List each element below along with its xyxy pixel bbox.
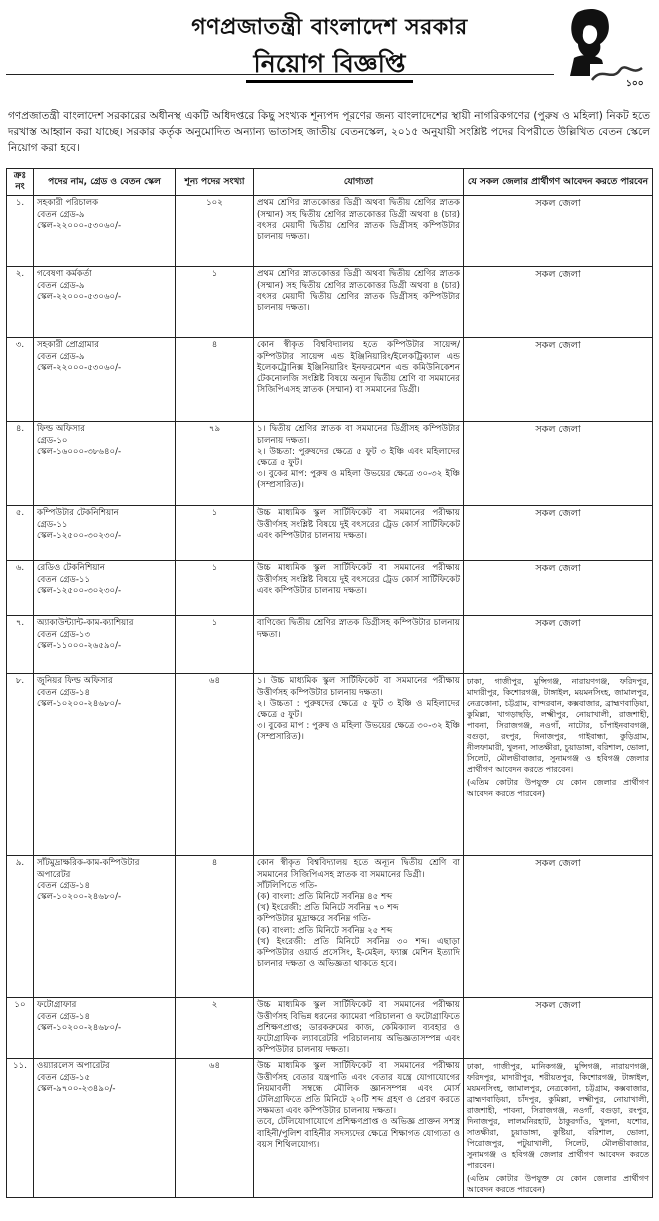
post-line: সহকারী পরিচালক [37, 198, 99, 209]
row-qualification [254, 196, 464, 267]
qualification-line: (খ) ইংরেজী: প্রতি মিনিটে সর্বনিম্ন ৭০ শব্দ [257, 903, 399, 914]
row-vacancy-count: ৬৪ [176, 1059, 254, 1198]
qualification-line: উচ্চ মাধ্যমিক স্কুল সার্টিফিকেট বা সমমানের পরীক্ষায় উত্তীর্ণসহ সংশ্লিষ্ট বিষয়ে দুই বৎসরের ট্রেড কোর্স সার্টিফিকেট এবং কম্পিউটার চালনায় দক্ষতা। [257, 563, 460, 596]
row-serial: ১. [7, 196, 34, 267]
districts-text: সকল জেলা [535, 269, 581, 281]
qualification-line: ৩। বুকের মাপ : পুরুষ ও মহিলা উভয়ের ক্ষেত্রে ৩০-৩২ ইঞ্চি (সম্প্রসারিত)। [257, 721, 460, 743]
post-line: স্কেল-১০২০০-২৪৬৮০/- [37, 892, 122, 903]
post-line: স্কেল-১২৫০০-৩০২৩০/- [37, 585, 122, 596]
table-row [7, 506, 653, 561]
post-line: বেতন গ্রেড-৯ [37, 209, 85, 220]
row-post [34, 616, 176, 674]
row-serial: ১০ [7, 998, 34, 1059]
post-line: অ্যাকাউন্ট্যান্ট-কাম-ক্যাশিয়ার [37, 618, 134, 629]
title-divider [6, 74, 554, 75]
post-line: বেতন গ্রেড-১৪ [37, 687, 91, 698]
row-vacancy-count: ১ [176, 616, 254, 674]
row-vacancy-count: ১ [176, 267, 254, 338]
post-line: সহকারী প্রোগ্রামার [37, 340, 99, 351]
row-post [34, 1059, 176, 1198]
qualification-line: ১। দ্বিতীয় শ্রেণির স্নাতক বা সমমানের ডিগ্রীসহ কম্পিউটার চালনায় দক্ষতা। [257, 424, 460, 446]
row-serial: ৬. [7, 561, 34, 616]
row-qualification [254, 422, 464, 506]
row-vacancy-count: ৭৯ [176, 422, 254, 506]
districts-text: ঢাকা, গাজীপুর, মানিকগঞ্জ, মুন্সিগঞ্জ, নারায়ণগঞ্জ, ফরিদপুর, মাদারীপুর, শরীয়তপুর, কিশোরগঞ্জ, টাঙ্গাইল, ময়মনসিংহ, জামালপুর, নেত্রকোনা, চট্টগ্রাম, কক্সবাজার, ব্রাহ্মণবাড়িয়া, চাঁদপুর, কুমিল্লা, লক্ষ্মীপুর, নোয়াখালী, রাজশাহী, পাবনা, সিরাজগঞ্জ, নওগাঁ, বগুড়া, রংপুর, দিনাজপুর, লালমনিরহাট, ঠাকুরগাঁও, খুলনা, যশোর, সাতক্ষীরা, চুয়াডাঙ্গা, কুষ্টিয়া, বরিশাল, ভোলা, পিরোজপুর, পটুয়াখালী, সিলেট, মৌলভীবাজার, সুনামগঞ্জ ও হবিগঞ্জ জেলার প্রার্থীগণ আবেদন করতে পারবেন। [467, 1062, 649, 1171]
table-row [7, 616, 653, 674]
header-vacancy: শূন্য পদের সংখ্যা [176, 169, 254, 196]
row-vacancy-count: ১ [176, 561, 254, 616]
row-serial: ২. [7, 267, 34, 338]
post-line: বেতন গ্রেড-১৩ [37, 629, 91, 640]
post-line: স্কেল-১০২০০-২৪৬৮০/- [37, 1022, 122, 1033]
row-post [34, 267, 176, 338]
row-vacancy-count: ১ [176, 506, 254, 561]
post-line: স্কেল-১৬০০০-৩৮৬৪০/- [37, 446, 122, 457]
row-post [34, 196, 176, 267]
districts-text: সকল জেলা [535, 1000, 581, 1012]
row-post [34, 561, 176, 616]
row-post [34, 674, 176, 856]
districts-note: (এতিম কোটার উপযুক্ত যে কোন জেলার প্রার্থীগণ আবেদন করতে পারবেন) [467, 778, 649, 799]
qualification-line: (ক) বাংলা: প্রতি মিনিটে সর্বনিম্ন ৪৫ শব্দ [257, 892, 393, 903]
qualification-line: সাঁটলিপিতে গতি- [257, 880, 318, 891]
row-vacancy-count: ১০২ [176, 196, 254, 267]
post-line: স্কেল-১০২০০-২৪৬৮০/- [37, 698, 122, 709]
table-row [7, 338, 653, 422]
table-row [7, 674, 653, 856]
post-line: স্কেল-২২০০০-৫৩০৬০/- [37, 362, 122, 373]
post-line: সাঁটমুদ্রাক্ষরিক-কাম-কম্পিউটার অপারেটর [37, 858, 140, 880]
row-serial: ১১. [7, 1059, 34, 1198]
post-line: গবেষণা কর্মকর্তা [37, 269, 92, 280]
row-post [34, 422, 176, 506]
districts-text: সকল জেলা [535, 424, 581, 436]
qualification-line: তবে, টেলিযোগাযোগে প্রশিক্ষণপ্রাপ্ত ও অভিজ্ঞ প্রাক্তন সশস্ত্র বাহিনী/পুলিশ বাহিনীর সদস্যদের ক্ষেত্রে শিক্ষাগত যোগ্যতা ও বয়স শিথিলযোগ্য। [257, 1117, 460, 1150]
row-eligible-districts [464, 196, 653, 267]
qualification-line: (খ) ইংরেজী: প্রতি মিনিটে সর্বনিম্ন ৩০ শব্দ। এছাড়া কম্পিউটার ওয়ার্ড প্রসেসিং, ই-মেইল, ফ্যাক্স মেশিন ইত্যাদি চালনার দক্ষতা ও অভিজ্ঞতা থাকতে হবে। [257, 936, 460, 970]
districts-text: সকল জেলা [535, 198, 581, 210]
post-line: বেতন গ্রেড-১১ [37, 574, 91, 585]
districts-text: সকল জেলা [535, 618, 581, 630]
post-line: বেতন গ্রেড-৯ [37, 280, 85, 291]
row-qualification [254, 338, 464, 422]
post-line: গ্রেড-১০ [37, 435, 68, 446]
row-vacancy-count: ৬৪ [176, 674, 254, 856]
table-row [7, 267, 653, 338]
row-post [34, 338, 176, 422]
notice-title-text: নিয়োগ বিজ্ঞপ্তি [246, 49, 414, 83]
districts-note: (এতিম কোটার উপযুক্ত যে কোন জেলার প্রার্থীগণ আবেদন করতে পারবেন) [467, 1174, 649, 1195]
qualification-line: প্রথম শ্রেণির স্নাতকোত্তর ডিগ্রী অথবা দ্বিতীয় শ্রেণির স্নাতক (সম্মান) সহ দ্বিতীয় শ্রেণির স্নাতকোত্তর ডিগ্রী অথবা ৪ (চার) বৎসর মেয়াদী দ্বিতীয় শ্রেণির স্নাতক ডিগ্রীসহ কম্পিউটার চালনায় দক্ষতা। [257, 198, 460, 243]
row-serial: ৩. [7, 338, 34, 422]
post-line: স্কেল-২২০০০-৫৩০৬০/- [37, 291, 122, 302]
qualification-line: ২। উচ্চতা : পুরুষদের ক্ষেত্রে ৫ ফুট ৩ ইঞ্চি ও মহিলাদের ক্ষেত্রে ৫ ফুট। [257, 698, 460, 721]
post-line: বেতন গ্রেড-১৪ [37, 1011, 91, 1022]
qualification-line: (ক) বাংলা: প্রতি মিনিটে সর্বনিম্ন ২৫ শব্দ [257, 925, 393, 936]
row-vacancy-count: ৪ [176, 856, 254, 998]
row-eligible-districts [464, 1059, 653, 1198]
row-serial: ৭. [7, 616, 34, 674]
qualification-line: ৩। বুকের মাপ: পুরুষ ও মহিলা উভয়ের ক্ষেত্রে ৩০-৩২ ইঞ্চি (সম্প্রসারিত)। [257, 469, 460, 491]
row-serial: ৪. [7, 422, 34, 506]
row-post [34, 998, 176, 1059]
svg-text:১০০: ১০০ [626, 79, 644, 89]
row-eligible-districts [464, 674, 653, 856]
table-row [7, 196, 653, 267]
row-eligible-districts [464, 998, 653, 1059]
row-qualification [254, 616, 464, 674]
notice-header [0, 0, 659, 108]
post-line: স্কেল-১১০০০-২৬৫৯০/- [37, 640, 122, 651]
row-eligible-districts [464, 338, 653, 422]
qualification-line: কোন স্বীকৃত বিশ্ববিদ্যালয় হতে কম্পিউটার সায়েন্স/ কম্পিউটার সায়েন্স এন্ড ইঞ্জিনিয়ারিং/ইলেকট্রিক্যাল এন্ড ইলেকট্রোনিক্স ইঞ্জিনিয়ারিং ইনফরমেশন এন্ড কমিউনিকেশন টেকনোলজি সংশ্লিষ্ট বিষয়ে অন্যূন দ্বিতীয় শ্রেণি বা সমমানের সিজিপিএসহ স্নাতক (সম্মান) বা সমমানের ডিগ্রী। [257, 340, 460, 396]
row-vacancy-count: ২ [176, 998, 254, 1059]
row-eligible-districts [464, 616, 653, 674]
row-serial: ৮. [7, 674, 34, 856]
intro-paragraph: গণপ্রজাতন্ত্রী বাংলাদেশ সরকারের অধীনস্থ একটি অধিদপ্তরে কিছু সংখ্যক শূন্যপদ পূরণের জন্য বাংলাদেশের স্থায়ী নাগরিকগণের (পুরুষ ও মহিলা) নিকট হতে দরখাস্ত আহ্বান করা যাচ্ছে। সরকার কর্তৃক অনুমোদিত অন্যান্য ভাতাসহ জাতীয় বেতনস্কেল, ২০১৫ অনুযায়ী সংশ্লিষ্ট পদের বিপরীতে উল্লিখিত বেতন স্কেলে নিয়োগ করা হবে। [8, 110, 650, 154]
districts-text: ঢাকা, গাজীপুর, মুন্সিগঞ্জ, নারায়ণগঞ্জ, ফরিদপুর, মাদারীপুর, কিশোরগঞ্জ, টাঙ্গাইল, ময়মনসিংহ, জামালপুর, নেত্রকোনা, চট্টগ্রাম, বান্দরবান, কক্সবাজার, ব্রাহ্মণবাড়িয়া, কুমিল্লা, খাগড়াছড়ি, লক্ষ্মীপুর, নোয়াখালী, রাজশাহী, পাবনা, সিরাজগঞ্জ, নওগাঁ, নাটোর, চাঁপাইনবাবগঞ্জ, বগুড়া, রংপুর, দিনাজপুর, গাইবান্ধা, কুড়িগ্রাম, নীলফামারী, খুলনা, সাতক্ষীরা, চুয়াডাঙ্গা, বরিশাল, ভোলা, সিলেট, মৌলভীবাজার, সুনামগঞ্জ ও হবিগঞ্জ জেলার প্রার্থীগণ আবেদন করতে পারবেন। [467, 677, 649, 775]
post-line: ফিল্ড অফিসার [37, 424, 85, 435]
row-qualification [254, 561, 464, 616]
row-qualification [254, 506, 464, 561]
row-eligible-districts [464, 422, 653, 506]
table-row [7, 422, 653, 506]
header-sl: ক্রঃ নং [7, 169, 34, 196]
qualification-line: কম্পিউটার মুদ্রাক্ষরে সর্বনিম্ন গতি- [257, 914, 371, 925]
post-line: জুনিয়র ফিল্ড অফিসার [37, 676, 113, 687]
qualification-line: বাণিজ্যে দ্বিতীয় শ্রেণির স্নাতক ডিগ্রীসহ কম্পিউটার চালনায় দক্ষতা। [257, 618, 460, 640]
post-line: ফটোগ্রাফার [37, 1000, 77, 1011]
vacancy-table [6, 168, 653, 1198]
post-line: স্কেল-১২৫০০-৩০২৩০/- [37, 530, 122, 541]
mujib-borsho-100-logo-icon [556, 6, 652, 92]
table-row [7, 1059, 653, 1198]
row-qualification [254, 1059, 464, 1198]
post-line: বেতন গ্রেড-১৫ [37, 1072, 91, 1083]
header-qualification: যোগ্যতা [254, 169, 464, 196]
districts-text: সকল জেলা [535, 340, 581, 352]
post-line: ওয়্যারলেস অপারেটর [37, 1061, 110, 1072]
row-eligible-districts [464, 267, 653, 338]
table-row [7, 856, 653, 998]
row-eligible-districts [464, 561, 653, 616]
row-serial: ৫. [7, 506, 34, 561]
qualification-line: উচ্চ মাধ্যমিক স্কুল সার্টিফিকেট বা সমমানের পরীক্ষায় উত্তীর্ণসহ সংশ্লিষ্ট বিষয়ে দুই বৎসরের ট্রেড কোর্স সার্টিফিকেট এবং কম্পিউটার চালনায় দক্ষতা। [257, 508, 460, 541]
qualification-line: কোন স্বীকৃত বিশ্ববিদ্যালয় হতে অন্যূন দ্বিতীয় শ্রেণি বা সমমানের সিজিপিএসহ স্নাতক বা সমমানের ডিগ্রী। [257, 858, 460, 880]
row-qualification [254, 998, 464, 1059]
qualification-line: ২। উচ্চতা: পুরুষদের ক্ষেত্রে ৫ ফুট ৩ ইঞ্চি এবং মহিলাদের ক্ষেত্রে ৫ ফুট। [257, 446, 460, 469]
row-eligible-districts [464, 506, 653, 561]
post-line: স্কেল-৯৭০০-২৩৪৯০/- [37, 1083, 116, 1094]
qualification-line: ১। উচ্চ মাধ্যমিক স্কুল সার্টিফিকেট বা সমমানের পরীক্ষায় উত্তীর্ণসহ কম্পিউটার চালনায় দক্ষতা। [257, 676, 460, 698]
row-vacancy-count: ৪ [176, 338, 254, 422]
qualification-line: প্রথম শ্রেণির স্নাতকোত্তর ডিগ্রী অথবা দ্বিতীয় শ্রেণির স্নাতক (সম্মান) সহ দ্বিতীয় শ্রেণির স্নাতকোত্তর ডিগ্রী অথবা ৪ (চার) বৎসর মেয়াদী দ্বিতীয় শ্রেণির স্নাতক ডিগ্রীসহ কম্পিউটার চালনায় দক্ষতা। [257, 269, 460, 314]
row-post [34, 506, 176, 561]
row-eligible-districts [464, 856, 653, 998]
row-serial: ৯. [7, 856, 34, 998]
post-line: রেডিও টেকনিশিয়ান [37, 563, 106, 574]
post-line: বেতন গ্রেড-৯ [37, 351, 85, 362]
table-header-row [7, 169, 653, 196]
qualification-line: উচ্চ মাধ্যমিক স্কুল সার্টিফিকেট বা সমমানের পরীক্ষায় উত্তীর্ণসহ বিভিন্ন ধরনের ক্যামেরা পরিচালনা ও ফটোগ্রাফিতে প্রশিক্ষণপ্রাপ্ত; ডারকরুমের কাজ, কেমিক্যাল ব্যবহার ও ফটোগ্রাফিক ল্যাবরেটরি পরিচালনায় অভিজ্ঞতাসম্পন্ন এবং কম্পিউটার চালনায় দক্ষতা। [257, 1000, 460, 1056]
districts-text: সকল জেলা [535, 858, 581, 870]
post-line: কম্পিউটার টেকনিশিয়ান [37, 508, 119, 519]
header-post: পদের নাম, গ্রেড ও বেতন স্কেল [34, 169, 176, 196]
row-qualification [254, 267, 464, 338]
header-districts: যে সকল জেলার প্রার্থীগণ আবেদন করতে পারবেন [464, 169, 653, 196]
post-line: বেতন গ্রেড-১৪ [37, 880, 91, 891]
table-row [7, 561, 653, 616]
qualification-line: উচ্চ মাধ্যমিক স্কুল সার্টিফিকেট বা সমমানের পরীক্ষায় উত্তীর্ণসহ বেতার যন্ত্রপাতি এবং বেতার যন্ত্রে যোগাযোগের নিয়মাবলী সম্বন্ধে মৌলিক জ্ঞানসম্পন্ন এবং মোর্স টেলিগ্রাফিতে প্রতি মিনিটে ২০টি শব্দ গ্রহণ ও প্রেরণ করতে সক্ষমতা এবং কম্পিউটার চালনায় দক্ষতা। [257, 1061, 460, 1117]
row-qualification [254, 674, 464, 856]
districts-text: সকল জেলা [535, 563, 581, 575]
post-line: স্কেল-২২০০০-৫৩০৬০/- [37, 220, 122, 231]
post-line: গ্রেড-১১ [37, 519, 68, 530]
row-post [34, 856, 176, 998]
row-qualification [254, 856, 464, 998]
government-title: গণপ্রজাতন্ত্রী বাংলাদেশ সরকার [191, 15, 468, 40]
districts-text: সকল জেলা [535, 508, 581, 520]
table-row [7, 998, 653, 1059]
